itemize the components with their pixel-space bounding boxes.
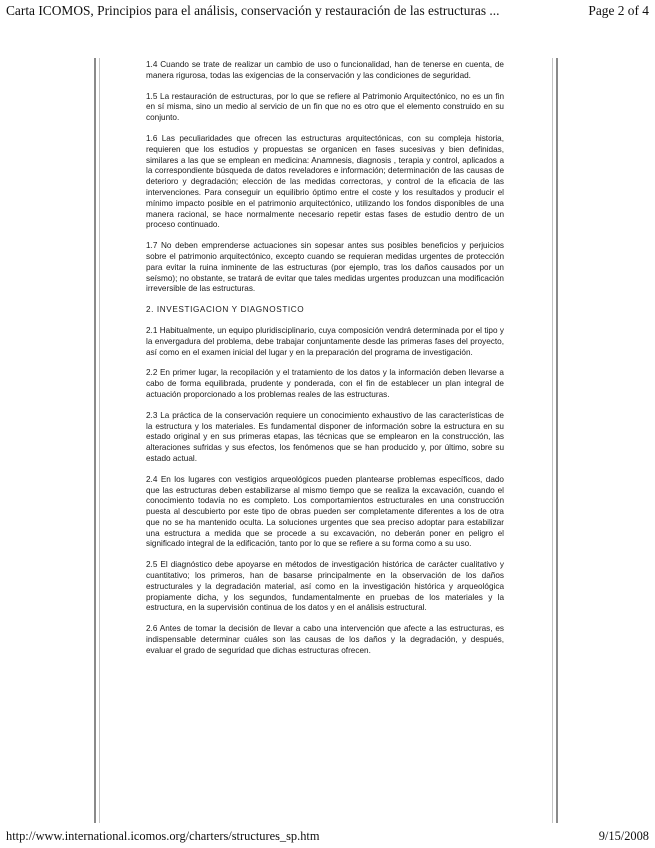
paragraph-2-6: 2.6 Antes de tomar la decisión de llevar a cabo una intervención que afecte a las estructuras, es indispensable determinar cuáles son las causas de los daños y la degradación, y después, evaluar el grado de seguridad que dichas estructuras ofrecen. — [146, 624, 504, 655]
document-body — [146, 60, 504, 667]
paragraph-2-1: 2.1 Habitualmente, un equipo pluridisciplinario, cuya composición vendrá determinada por el tipo y la envergadura del problema, debe trabajar conjuntamente desde las primeras fases del proyecto, así como en el examen inicial del lugar y en la preparación del programa de investigación. — [146, 325, 504, 357]
page-number: Page 2 of 4 — [588, 3, 649, 18]
paragraph-1-4: 1.4 Cuando se trate de realizar un cambio de uso o funcionalidad, han de tenerse en cuenta, de manera rigurosa, todas las exigencias de la conservación y las condiciones de seguridad. — [146, 60, 504, 80]
right-border-outer — [556, 58, 558, 823]
print-header — [6, 3, 649, 19]
paragraph-2-2: 2.2 En primer lugar, la recopilación y el tratamiento de los datos y la información deben llevarse a cabo de forma equilibrada, prudente y ponderada, con el fin de establecer un plan integral de actuación proporcionado a los problemas reales de las estructuras. — [146, 368, 504, 399]
left-border-inner — [99, 58, 100, 823]
section-heading: 2. INVESTIGACION Y DIAGNOSTICO — [146, 305, 305, 315]
paragraph-1-5: 1.5 La restauración de estructuras, por lo que se refiere al Patrimonio Arquitectónico, no es un fin en sí misma, sino un medio al servicio de un fin que no es otro que el elemento construido en su conjunto. — [146, 91, 504, 123]
paragraph-1-6: 1.6 Las peculiaridades que ofrecen las estructuras arquitectónicas, con su compleja historia, requieren que los estudios y propuestas se organicen en fases sucesivas y bien definidas, similares a las que se emplean en medicina: Anamnesis, diagnosis , terapia y control, aplicados a la correspondiente búsqueda de datos reveladores e información; determinación de las causas de deterioro y degradación; elección de las medidas correctoras, y control de la eficacia de las intervenciones. Para conseguir un equilibrio óptimo entre el coste y los resultados y producir el mínimo impacto posible en el patrimonio arquitectónico, utilizando los fondos disponibles de una manera racional, se hace normalmente necesario repetir estas fases de estudio dentro de un proceso continuado. — [146, 133, 504, 230]
paragraph-1-7: 1.7 No deben emprenderse actuaciones sin sopesar antes sus posibles beneficios y perjuicios sobre el patrimonio arquitectónico, excepto cuando se requieran medidas urgentes de protección para evitar la ruina inminente de las estructuras (por ejemplo, tras los daños causados por un seísmo); no obstante, se tratará de evitar que tales medidas urgentes produzcan una modificación irreversible de las estructuras. — [146, 241, 504, 294]
page-url: http://www.international.icomos.org/charters/structures_sp.htm — [6, 829, 320, 843]
right-border-inner — [552, 58, 553, 823]
paragraph-2-3: 2.3 La práctica de la conservación requiere un conocimiento exhaustivo de las características de la estructura y los materiales. Es fundamental disponer de información sobre la estructura en su estado original y en sus primeras etapas, las técnicas que se emplearon en la construcción, las alteraciones sufridas y sus efectos, los fenómenos que se han producido y, por último, sobre su estado actual. — [146, 410, 504, 463]
paragraph-2-5: 2.5 El diagnóstico debe apoyarse en métodos de investigación histórica de carácter cualitativo y cuantitativo; los primeros, han de basarse principalmente en la observación de los daños estructurales y la degradación material, así como en la investigación histórica y arqueológica propiamente dicha, y los segundos, fundamentalmente en pruebas de los materiales y la estructura, en la supervisión continua de los datos y en el análisis estructural. — [146, 560, 504, 613]
print-date: 9/15/2008 — [598, 829, 649, 843]
left-border-outer — [94, 58, 96, 823]
document-title: Carta ICOMOS, Principios para el análisis, conservación y restauración de las estructuras ... — [6, 3, 500, 18]
paragraph-2-4: 2.4 En los lugares con vestigios arqueológicos pueden plantearse problemas específicos, dado que las estructuras deben estabilizarse al mismo tiempo que se realiza la excavación, cuando el conocimiento todavía no es completo. Los comportamientos estructurales en una construcción puesta al descubierto por este tipo de obras pueden ser completamente diferentes a los de otra que no se ha mantenido oculta. La soluciones urgentes que sea preciso adoptar para estabilizar una estructura a medida que se procede a su excavación, no deberán poner en peligro el significado integral de la edificación, tanto por lo que se refiere a su forma como a su uso. — [146, 474, 504, 549]
